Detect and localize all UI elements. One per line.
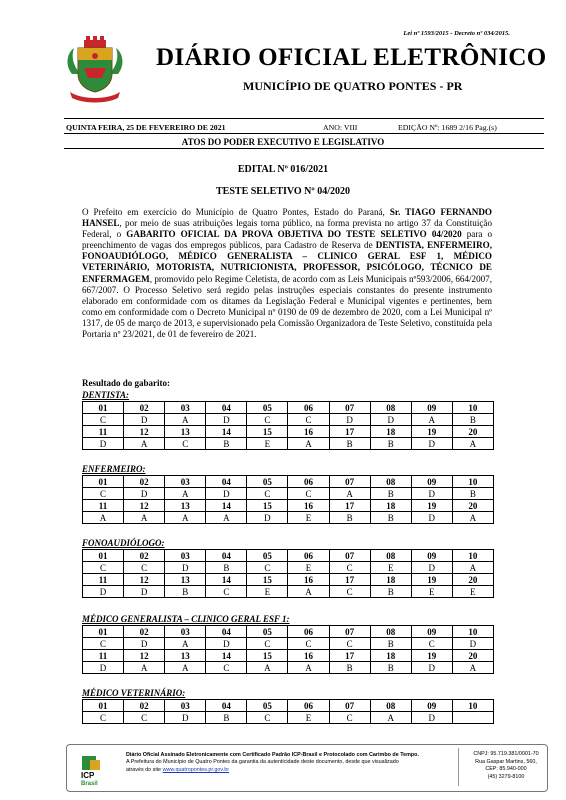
body-text-run: , promovido pelo Regime Celetista, de acordo com as Leis Municipais nº593/2006, 664/2007, 667/2007. O Processo Seletivo será regido pelas instruções especiais constantes do presente instrumento elaborado em conformidade com os ditames da Legislação Federal e Municipal vigentes e pertinentes, bem como em conformidade com o Decreto Municipal nº 0190 de 09 de dezembro de 2020, com a Lei Municipal nº 1317, de 05 de março de 2013, e supervisionado pela Comissão Organizadora de Teste Seletivo, constituída pela Portaria nº 23/2021, de 01 de fevereiro de 2021. — [82, 273, 492, 340]
edital-body-paragraph — [82, 207, 492, 340]
question-number-cell: 02 — [124, 700, 165, 712]
answer-cell: A — [206, 512, 247, 524]
section-heading: ATOS DO PODER EXECUTIVO E LEGISLATIVO — [181, 137, 385, 147]
question-number-cell: 07 — [329, 476, 370, 488]
issue-edition: EDIÇÃO Nº: 1689 2/16 Pag.(s) — [398, 123, 497, 132]
question-number-row — [83, 700, 494, 712]
answer-cell: C — [206, 662, 247, 674]
answer-cell: B — [329, 512, 370, 524]
question-number-cell: 04 — [206, 550, 247, 562]
answer-cell: D — [411, 562, 452, 574]
issue-date: QUINTA FEIRA, 25 DE FEVEREIRO DE 2021 — [66, 123, 226, 132]
question-number-row — [83, 650, 494, 662]
footer-line-2: A Prefeitura do Município de Quatro Pontes da garantia da autenticidade deste documento, desde que visualizado — [126, 759, 399, 766]
question-number-cell: 08 — [370, 700, 411, 712]
answer-key-table — [82, 625, 494, 674]
body-text-run: , por meio de suas atribuições legais torna público, na forma prevista no artigo 37 da Constituição Federal, o — [82, 218, 492, 240]
question-number-row — [83, 426, 494, 438]
question-number-cell: 18 — [370, 426, 411, 438]
question-number-cell: 03 — [165, 626, 206, 638]
question-number-cell: 02 — [124, 550, 165, 562]
icp-brasil-logo-icon — [80, 754, 110, 786]
answer-cell: C — [83, 488, 124, 500]
question-number-cell: 06 — [288, 402, 329, 414]
answer-cell: D — [411, 512, 452, 524]
body-emphasis: DENTISTA, ENFERMEIRO, FONOAUDIÓLOGO, MÉDICO GENERALISTA – CLINICO GERAL ESF 1, MÉDICO VETERINÁRIO, MOTORISTA, NUTRICIONISTA, PROFESSOR, PSICÓLOGO, TÉCNICO DE ENFERMAGEM — [82, 240, 492, 284]
answer-cell: C — [83, 414, 124, 426]
answer-row — [83, 414, 494, 426]
answer-cell: A — [247, 662, 288, 674]
question-number-cell: 09 — [411, 700, 452, 712]
question-number-cell: 20 — [452, 426, 493, 438]
answer-cell: C — [83, 562, 124, 574]
footer-separator — [458, 748, 459, 786]
question-number-cell: 13 — [165, 500, 206, 512]
answer-cell: D — [206, 414, 247, 426]
question-number-cell: 08 — [370, 402, 411, 414]
answer-cell: D — [452, 638, 493, 650]
answer-cell: C — [288, 414, 329, 426]
question-number-cell: 02 — [124, 626, 165, 638]
answer-cell: C — [247, 712, 288, 724]
question-number-cell: 09 — [411, 476, 452, 488]
answer-cell: D — [411, 712, 452, 724]
question-number-cell: 16 — [288, 500, 329, 512]
question-number-cell: 08 — [370, 550, 411, 562]
answer-cell: A — [83, 512, 124, 524]
question-number-cell: 04 — [206, 476, 247, 488]
answer-cell: D — [411, 488, 452, 500]
answer-cell: C — [247, 562, 288, 574]
answer-row — [83, 562, 494, 574]
footer-authenticity-text — [126, 752, 456, 774]
question-number-cell: 13 — [165, 574, 206, 586]
question-number-cell: 16 — [288, 574, 329, 586]
contact-cnpj: CNPJ: 95.719.381/0001-70 — [473, 751, 539, 757]
question-number-cell: 17 — [329, 426, 370, 438]
answer-cell — [452, 712, 493, 724]
answer-cell: D — [124, 488, 165, 500]
answer-cell: A — [165, 512, 206, 524]
question-number-cell: 14 — [206, 426, 247, 438]
question-number-cell: 19 — [411, 426, 452, 438]
question-number-cell: 05 — [247, 700, 288, 712]
question-number-cell: 09 — [411, 626, 452, 638]
question-number-cell: 19 — [411, 500, 452, 512]
answer-cell: B — [370, 438, 411, 450]
question-number-cell: 10 — [452, 550, 493, 562]
answer-cell: B — [370, 488, 411, 500]
question-number-cell: 17 — [329, 650, 370, 662]
answer-cell: A — [124, 438, 165, 450]
footer-line-3: através do site — [126, 766, 163, 773]
answer-cell: A — [288, 438, 329, 450]
question-number-cell: 14 — [206, 500, 247, 512]
question-number-cell: 10 — [452, 476, 493, 488]
answer-cell: A — [165, 488, 206, 500]
question-number-cell: 18 — [370, 500, 411, 512]
answer-cell: B — [206, 562, 247, 574]
answer-cell: A — [288, 662, 329, 674]
answer-cell: C — [124, 712, 165, 724]
question-number-cell: 04 — [206, 700, 247, 712]
answer-row — [83, 488, 494, 500]
answer-cell: C — [83, 712, 124, 724]
question-number-cell: 18 — [370, 574, 411, 586]
answer-cell: A — [124, 512, 165, 524]
question-number-row — [83, 574, 494, 586]
answer-cell: E — [247, 586, 288, 598]
answer-cell: C — [165, 438, 206, 450]
answer-cell: A — [165, 638, 206, 650]
answer-cell: A — [411, 414, 452, 426]
answer-cell: D — [206, 488, 247, 500]
answer-cell: A — [452, 438, 493, 450]
answer-cell: C — [247, 638, 288, 650]
answer-cell: D — [329, 414, 370, 426]
question-number-cell: 03 — [165, 402, 206, 414]
answer-row — [83, 438, 494, 450]
question-number-cell: 15 — [247, 500, 288, 512]
answer-cell: D — [124, 586, 165, 598]
answer-cell: D — [124, 638, 165, 650]
answer-cell: C — [247, 414, 288, 426]
answer-key-label: DENTISTA: — [82, 390, 130, 400]
answer-key-label: MÉDICO GENERALISTA – CLINICO GERAL ESF 1: — [82, 614, 290, 624]
answer-cell: D — [370, 414, 411, 426]
answer-cell: D — [247, 512, 288, 524]
edital-title: EDITAL Nº 016/2021 — [237, 164, 329, 175]
question-number-cell: 10 — [452, 626, 493, 638]
answer-row — [83, 712, 494, 724]
answer-cell: A — [288, 586, 329, 598]
body-text-run: para o preenchimento de vagas dos empregos públicos, para Cadastro de Reserva de — [82, 229, 493, 251]
question-number-cell: 06 — [288, 550, 329, 562]
question-number-cell: 11 — [83, 426, 124, 438]
answer-cell: B — [452, 488, 493, 500]
question-number-cell: 05 — [247, 402, 288, 414]
question-number-cell: 01 — [83, 626, 124, 638]
question-number-cell: 05 — [247, 550, 288, 562]
answer-key-label: FONOAUDIÓLOGO: — [82, 538, 165, 548]
question-number-cell: 14 — [206, 650, 247, 662]
footer-line-1: Diário Oficial Assinado Eletronicamente com Certificado Padrão ICP-Brasil e Protocolado com Carimbo de Tempo. — [126, 752, 419, 758]
answer-cell: E — [288, 712, 329, 724]
question-number-cell: 09 — [411, 402, 452, 414]
answer-cell: D — [83, 586, 124, 598]
question-number-cell: 01 — [83, 402, 124, 414]
question-number-row — [83, 500, 494, 512]
question-number-cell: 11 — [83, 574, 124, 586]
question-number-cell: 15 — [247, 426, 288, 438]
footer-contact — [470, 751, 542, 781]
answer-row — [83, 512, 494, 524]
question-number-cell: 10 — [452, 402, 493, 414]
question-number-cell: 11 — [83, 650, 124, 662]
municipal-coat-of-arms-icon — [62, 34, 128, 106]
answer-cell: C — [124, 562, 165, 574]
teste-title: TESTE SELETIVO Nº 04/2020 — [216, 186, 350, 197]
header-rule-bottom — [64, 148, 544, 149]
question-number-row — [83, 626, 494, 638]
answer-cell: C — [329, 586, 370, 598]
question-number-cell: 19 — [411, 650, 452, 662]
answer-cell: B — [370, 662, 411, 674]
answer-key-table — [82, 475, 494, 524]
answer-cell: B — [370, 586, 411, 598]
question-number-cell: 10 — [452, 700, 493, 712]
answer-row — [83, 662, 494, 674]
header-rule-mid — [64, 133, 544, 134]
question-number-cell: 05 — [247, 476, 288, 488]
answer-cell: A — [452, 662, 493, 674]
answer-cell: C — [247, 488, 288, 500]
question-number-cell: 06 — [288, 626, 329, 638]
answer-cell: A — [452, 562, 493, 574]
answer-cell: D — [411, 662, 452, 674]
question-number-cell: 11 — [83, 500, 124, 512]
answer-row — [83, 586, 494, 598]
answer-cell: B — [452, 414, 493, 426]
question-number-cell: 03 — [165, 476, 206, 488]
answer-cell: D — [165, 562, 206, 574]
question-number-cell: 02 — [124, 476, 165, 488]
question-number-cell: 16 — [288, 426, 329, 438]
question-number-cell: 03 — [165, 550, 206, 562]
website-link[interactable]: www.quatropontes.pr.gov.br — [162, 766, 229, 773]
question-number-cell: 13 — [165, 650, 206, 662]
question-number-cell: 12 — [124, 650, 165, 662]
body-emphasis: GABARITO OFICIAL DA PROVA OBJETIVA DO TESTE SELETIVO 04/2020 — [126, 229, 462, 240]
question-number-cell: 03 — [165, 700, 206, 712]
question-number-cell: 08 — [370, 476, 411, 488]
question-number-cell: 14 — [206, 574, 247, 586]
answer-cell: E — [452, 586, 493, 598]
answer-cell: B — [165, 586, 206, 598]
answer-cell: D — [165, 712, 206, 724]
answer-cell: D — [83, 662, 124, 674]
question-number-cell: 17 — [329, 574, 370, 586]
question-number-cell: 02 — [124, 402, 165, 414]
question-number-cell: 06 — [288, 476, 329, 488]
contact-phone: (45) 3279-8100 — [487, 773, 525, 780]
answer-cell: A — [452, 512, 493, 524]
answer-cell: A — [165, 662, 206, 674]
question-number-cell: 08 — [370, 626, 411, 638]
question-number-cell: 20 — [452, 500, 493, 512]
question-number-cell: 15 — [247, 574, 288, 586]
answer-cell: B — [370, 638, 411, 650]
question-number-cell: 04 — [206, 402, 247, 414]
answer-key-table — [82, 401, 494, 450]
body-emphasis: Sr. TIAGO FERNANDO HANSEL — [82, 207, 492, 229]
answer-cell: B — [206, 438, 247, 450]
contact-cep: CEP: 85.940-000 — [485, 766, 527, 773]
answer-cell: A — [370, 712, 411, 724]
question-number-row — [83, 402, 494, 414]
answer-cell: E — [288, 512, 329, 524]
answer-cell: C — [83, 638, 124, 650]
answer-cell: C — [411, 638, 452, 650]
answer-cell: B — [370, 512, 411, 524]
answer-cell: D — [411, 438, 452, 450]
question-number-cell: 07 — [329, 402, 370, 414]
answer-cell: C — [329, 562, 370, 574]
svg-text:Brasil: Brasil — [81, 781, 98, 786]
question-number-cell: 01 — [83, 476, 124, 488]
question-number-cell: 18 — [370, 650, 411, 662]
answer-cell: C — [206, 586, 247, 598]
question-number-cell: 05 — [247, 626, 288, 638]
result-label: Resultado do gabarito: — [82, 378, 171, 388]
answer-key-table — [82, 549, 494, 598]
answer-cell: B — [329, 662, 370, 674]
question-number-cell: 17 — [329, 500, 370, 512]
municipality-subtitle: MUNICÍPIO DE QUATRO PONTES - PR — [243, 79, 463, 93]
answer-key-table — [82, 699, 494, 724]
question-number-cell: 16 — [288, 650, 329, 662]
answer-cell: C — [288, 638, 329, 650]
question-number-cell: 01 — [83, 550, 124, 562]
header-rule-top — [64, 118, 544, 119]
question-number-row — [83, 476, 494, 488]
question-number-cell: 07 — [329, 550, 370, 562]
answer-cell: E — [411, 586, 452, 598]
question-number-cell: 20 — [452, 574, 493, 586]
answer-cell: C — [329, 638, 370, 650]
answer-cell: D — [206, 638, 247, 650]
answer-cell: A — [165, 414, 206, 426]
answer-key-label: ENFERMEIRO: — [82, 464, 146, 474]
answer-cell: E — [247, 438, 288, 450]
question-number-cell: 15 — [247, 650, 288, 662]
answer-cell: A — [124, 662, 165, 674]
question-number-row — [83, 550, 494, 562]
answer-key-label: MÉDICO VETERINÁRIO: — [82, 688, 186, 698]
contact-address: Rua Gaspar Martins, 560, — [475, 758, 537, 765]
newspaper-title: DIÁRIO OFICIAL ELETRÔNICO — [156, 44, 547, 71]
question-number-cell: 12 — [124, 426, 165, 438]
answer-cell: E — [370, 562, 411, 574]
issue-year: ANO: VIII — [323, 123, 358, 132]
answer-cell: E — [288, 562, 329, 574]
svg-text:ICP: ICP — [81, 771, 95, 780]
question-number-cell: 12 — [124, 500, 165, 512]
answer-cell: B — [206, 712, 247, 724]
question-number-cell: 19 — [411, 574, 452, 586]
answer-cell: A — [329, 488, 370, 500]
answer-cell: D — [124, 414, 165, 426]
answer-cell: C — [288, 488, 329, 500]
body-text-run: O Prefeito em exercício do Município de Quatro Pontes, Estado do Paraná, — [82, 207, 390, 217]
question-number-cell: 12 — [124, 574, 165, 586]
question-number-cell: 01 — [83, 700, 124, 712]
question-number-cell: 07 — [329, 626, 370, 638]
question-number-cell: 06 — [288, 700, 329, 712]
question-number-cell: 04 — [206, 626, 247, 638]
answer-cell: C — [329, 712, 370, 724]
question-number-cell: 07 — [329, 700, 370, 712]
answer-row — [83, 638, 494, 650]
law-reference: Lei nº 1593/2015 - Decreto nº 034/2015. — [403, 30, 510, 37]
question-number-cell: 13 — [165, 426, 206, 438]
question-number-cell: 09 — [411, 550, 452, 562]
answer-cell: D — [83, 438, 124, 450]
question-number-cell: 20 — [452, 650, 493, 662]
answer-cell: B — [329, 438, 370, 450]
